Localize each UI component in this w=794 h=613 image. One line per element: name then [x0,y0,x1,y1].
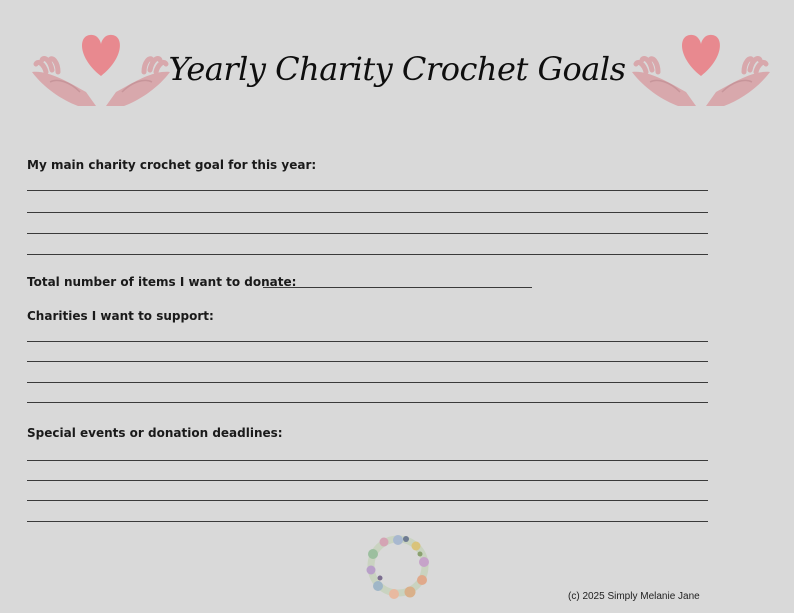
writing-line[interactable] [27,233,708,234]
writing-line[interactable] [27,402,708,403]
writing-line[interactable] [263,287,532,288]
section-label-total-items: Total number of items I want to donate: [27,275,297,289]
writing-line[interactable] [27,341,708,342]
writing-line[interactable] [27,382,708,383]
writing-line[interactable] [27,361,708,362]
writing-line[interactable] [27,500,708,501]
section-label-events: Special events or donation deadlines: [27,426,283,440]
writing-line[interactable] [27,254,708,255]
writing-line[interactable] [27,212,708,213]
crochet-supplies-wreath-icon [360,528,436,604]
section-label-charities: Charities I want to support: [27,309,214,323]
writing-line[interactable] [27,460,708,461]
copyright-text: (c) 2025 Simply Melanie Jane [568,591,700,602]
writing-line[interactable] [27,521,708,522]
page-title: Yearly Charity Crochet Goals [168,50,626,88]
writing-line[interactable] [27,190,708,191]
writing-line[interactable] [27,480,708,481]
section-label-main-goal: My main charity crochet goal for this year: [27,158,317,172]
